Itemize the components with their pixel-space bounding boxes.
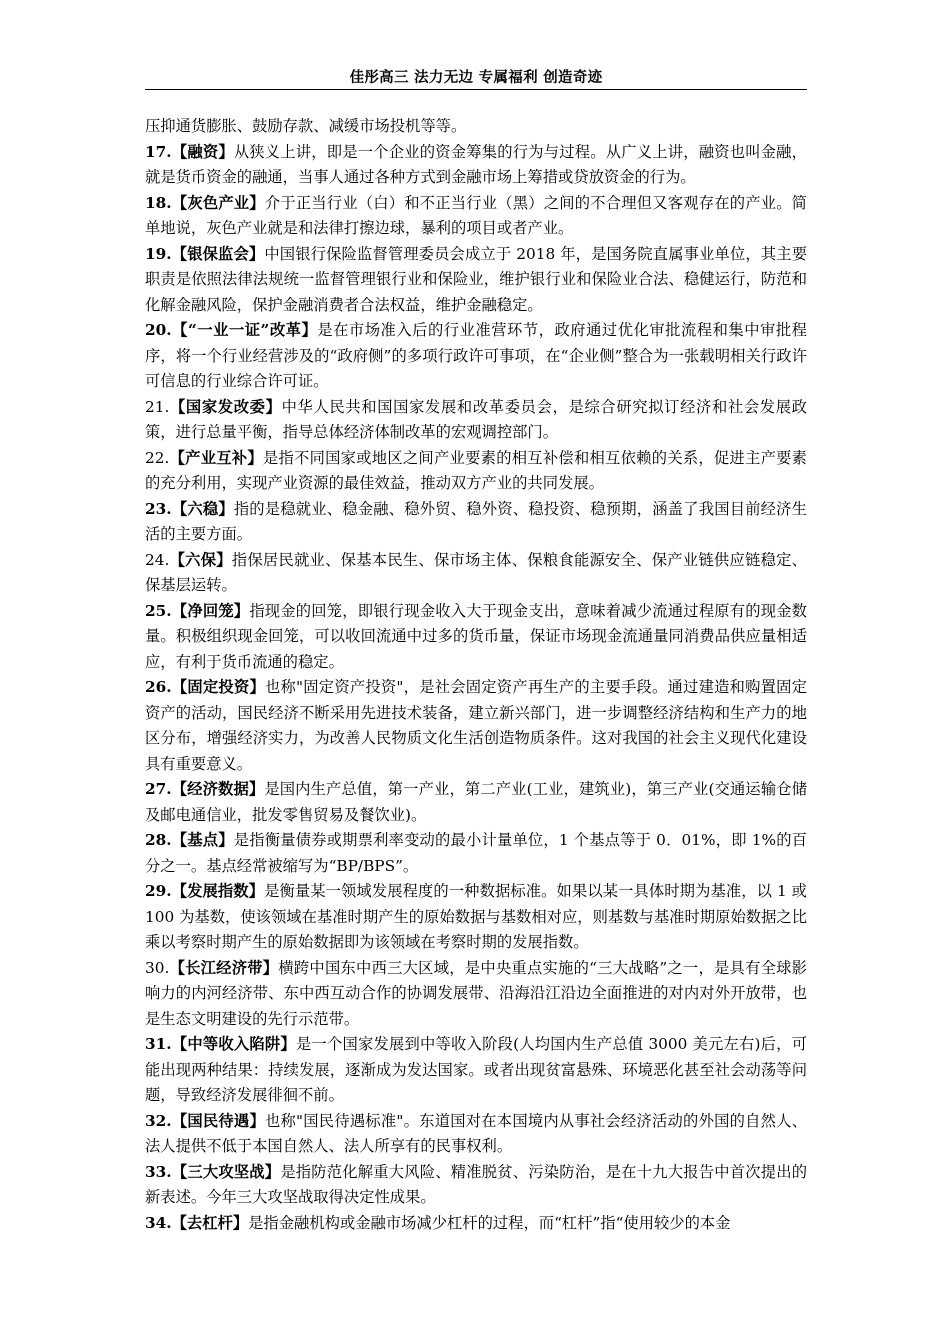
- term-entry-18: [145, 191, 807, 242]
- entry-number: 33.: [145, 1162, 172, 1181]
- entry-number: 34.: [145, 1213, 172, 1232]
- term-definition: 指保居民就业、保基本民生、保市场主体、保粮食能源安全、保产业链供应链稳定、保基层运转。: [145, 550, 807, 594]
- term-title: 【固定投资】: [171, 678, 265, 696]
- term-title: 【六保】: [169, 550, 232, 569]
- entry-number: 22.: [145, 448, 170, 467]
- term-definition: 中华人民共和国国家发展和改革委员会，是综合研究拟订经济和社会发展政策，进行总量平衡，指导总体经济体制改革的宏观调控部门。: [145, 397, 807, 441]
- term-title: 【净回笼】: [171, 601, 250, 620]
- term-entry-25: [145, 599, 807, 676]
- term-entry-26: [145, 675, 807, 777]
- entry-number: 18.: [145, 193, 172, 212]
- header-divider: [145, 89, 807, 90]
- term-title: 【“一业一证”改革】: [171, 321, 318, 339]
- term-title: 【中等收入陷阱】: [171, 1035, 296, 1053]
- term-definition: 横跨中国东中西三大区域，是中央重点实施的“三大战略”之一，是具有全球影响力的内河经济带、东中西互动合作的协调发展带、沿海沿江沿边全面推进的对内对外开放带，也是生态文明建设的先行示范带。: [145, 958, 807, 1028]
- term-definition: 也称"国民待遇标准"。东道国对在本国境内从事社会经济活动的外国的自然人、法人提供不低于本国自然人、法人所享有的民事权利。: [145, 1111, 807, 1155]
- term-title: 【三大攻坚战】: [171, 1162, 281, 1181]
- entry-number: 29.: [145, 882, 172, 900]
- term-title: 【发展指数】: [171, 882, 265, 900]
- term-entry-22: [145, 446, 807, 497]
- term-definition: 是指防范化解重大风险、精准脱贫、污染防治，是在十九大报告中首次提出的新表述。今年三大攻坚战取得决定性成果。: [145, 1162, 807, 1206]
- term-entry-27: [145, 777, 807, 828]
- term-definition: 是一个国家发展到中等收入阶段(人均国内生产总值 3000 美元左右)后，可能出现两种结果：持续发展，逐渐成为发达国家。或者出现贫富悬殊、环境恶化甚至社会动荡等问题，导致经济发展徘徊不前。: [145, 1035, 807, 1104]
- entry-number: 31.: [145, 1035, 172, 1053]
- term-definition: 是指金融机构或金融市场减少杠杆的过程，而“杠杆”指“使用较少的本金: [248, 1213, 731, 1232]
- term-title: 【银保监会】: [171, 244, 265, 263]
- entry-number: 24.: [145, 550, 170, 569]
- entry-number: 32.: [145, 1111, 172, 1130]
- term-title: 【国家发改委】: [169, 397, 282, 416]
- term-definition: 也称"固定资产投资"，是社会固定资产再生产的主要手段。通过建造和购置固定资产的活动，国民经济不断采用先进技术装备，建立新兴部门，进一步调整经济结构和生产力的地区分布，增强经济实力，为改善人民物质文化生活创造物质条件。这对我国的社会主义现代化建设具有重要意义。: [145, 678, 807, 773]
- term-entry-30: [145, 956, 807, 1033]
- paragraph-text: 压抑通货膨胀、鼓励存款、减缓市场投机等等。: [145, 117, 467, 135]
- term-title: 【经济数据】: [171, 780, 265, 798]
- entry-number: 26.: [145, 678, 172, 696]
- document-body: [145, 114, 807, 1236]
- entry-number: 17.: [145, 142, 172, 161]
- entry-number: 30.: [145, 958, 170, 977]
- term-entry-31: [145, 1032, 807, 1109]
- term-definition: 从狭义上讲，即是一个企业的资金筹集的行为与过程。从广义上讲，融资也叫金融，就是货币资金的融通，当事人通过各种方式到金融市场上筹措或贷放资金的行为。: [145, 142, 807, 186]
- term-definition: 指现金的回笼，即银行现金收入大于现金支出，意味着减少流通过程原有的现金数量。积极组织现金回笼，可以收回流通中过多的货币量，保证市场现金流通量同消费品供应量相适应，有利于货币流通的稳定。: [145, 601, 807, 671]
- term-title: 【长江经济带】: [169, 958, 279, 977]
- entry-number: 23.: [145, 499, 172, 518]
- term-entry-28: [145, 828, 807, 879]
- term-entry-34: [145, 1211, 807, 1237]
- term-title: 【融资】: [171, 142, 234, 161]
- entry-number: 20.: [145, 321, 172, 339]
- term-definition: 是指不同国家或地区之间产业要素的相互补偿和相互依赖的关系，促进主产要素的充分利用，实现产业资源的最佳效益，推动双方产业的共同发展。: [145, 448, 807, 492]
- term-title: 【产业互补】: [169, 448, 263, 467]
- entry-number: 19.: [145, 244, 172, 263]
- entry-number: 25.: [145, 601, 172, 620]
- term-definition: 是衡量某一领域发展程度的一种数据标准。如果以某一具体时期为基准，以 1 或 100 为基数，使该领域在基准时期产生的原始数据与基数相对应，则基数与基准时期原始数据之比乘以考察时期产生的原始数据即为该领域在考察时期的发展指数。: [145, 882, 807, 951]
- term-entry-21: [145, 395, 807, 446]
- term-entry-19: [145, 242, 807, 319]
- term-title: 【去杠杆】: [171, 1213, 249, 1232]
- term-title: 【基点】: [171, 831, 234, 849]
- term-entry-17: [145, 140, 807, 191]
- entry-number: 28.: [145, 831, 172, 849]
- entry-number: 21.: [145, 397, 170, 416]
- term-definition: 是国内生产总值，第一产业，第二产业(工业，建筑业)，第三产业(交通运输仓储及邮电通信业，批发零售贸易及餐饮业)。: [145, 780, 807, 824]
- term-entry-24: [145, 548, 807, 599]
- term-definition: 中国银行保险监督管理委员会成立于 2018 年，是国务院直属事业单位，其主要职责是依照法律法规统一监督管理银行业和保险业，维护银行业和保险业合法、稳健运行，防范和化解金融风险，保护金融消费者合法权益，维护金融稳定。: [145, 244, 807, 314]
- term-title: 【国民待遇】: [171, 1111, 265, 1130]
- term-definition: 是在市场准入后的行业准营环节，政府通过优化审批流程和集中审批程序，将一个行业经营涉及的“政府侧”的多项行政许可事项，在“企业侧”整合为一张载明相关行政许可信息的行业综合许可证。: [145, 321, 807, 390]
- term-title: 【灰色产业】: [171, 193, 265, 212]
- term-entry-33: [145, 1160, 807, 1211]
- term-definition: 指的是稳就业、稳金融、稳外贸、稳外资、稳投资、稳预期，涵盖了我国目前经济生活的主要方面。: [145, 499, 807, 543]
- paragraph-continuation: [145, 114, 807, 140]
- term-entry-23: [145, 497, 807, 548]
- term-title: 【六稳】: [171, 499, 234, 518]
- page-header: 佳彤高三 法力无边 专属福利 创造奇迹: [349, 69, 603, 86]
- term-definition: 是指衡量债券或期票利率变动的最小计量单位，1 个基点等于 0．01%，即 1%的百分之一。基点经常被缩写为“BP/BPS”。: [145, 831, 807, 875]
- entry-number: 27.: [145, 780, 172, 798]
- term-entry-29: [145, 879, 807, 956]
- term-definition: 介于正当行业（白）和不正当行业（黑）之间的不合理但又客观存在的产业。简单地说，灰色产业就是和法律打擦边球，暴利的项目或者产业。: [145, 193, 807, 237]
- term-entry-32: [145, 1109, 807, 1160]
- term-entry-20: [145, 318, 807, 395]
